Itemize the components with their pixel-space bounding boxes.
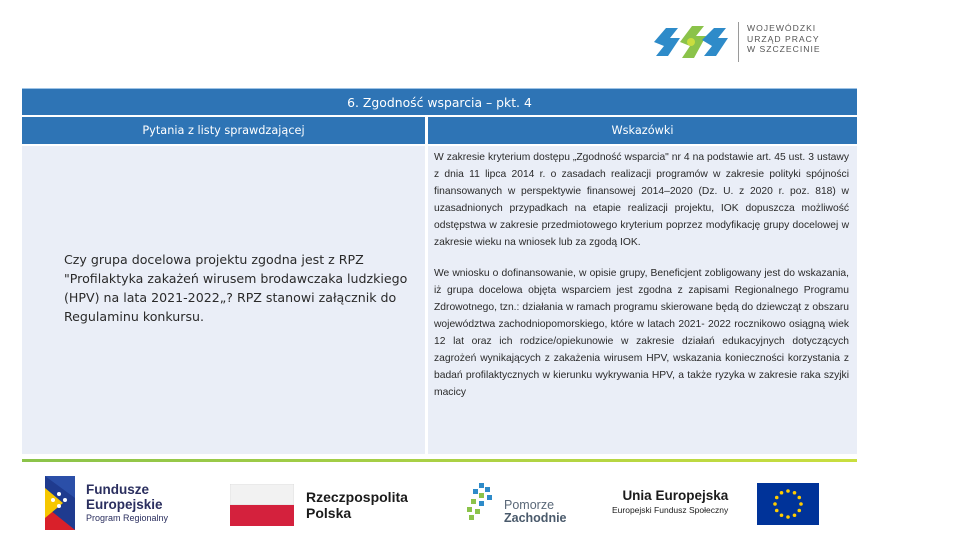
eu-star-icon — [793, 491, 797, 495]
column-header-hints: Wskazówki — [428, 117, 857, 144]
footer-divider — [22, 459, 857, 462]
ue-line: Europejski Fundusz Społeczny — [612, 505, 729, 515]
wup-logo-text — [747, 23, 821, 55]
eu-star-icon — [780, 513, 784, 517]
pomorze-zachodnie-icon — [465, 481, 499, 525]
wup-logo-line: URZĄD PRACY — [747, 33, 820, 44]
wup-logo — [650, 14, 825, 70]
polish-flag-icon — [230, 484, 294, 526]
footer-logos — [0, 466, 960, 540]
pomorze-zachodnie-text — [504, 499, 567, 525]
hints-cell — [428, 146, 857, 454]
fundusze-europejskie-icon — [45, 476, 75, 530]
fundusze-line: Program Regionalny — [86, 513, 169, 523]
polska-line: Rzeczpospolita — [306, 489, 408, 505]
pomorze-line: Pomorze — [504, 498, 555, 512]
rzeczpospolita-polska-text — [306, 489, 408, 521]
eu-star-icon — [797, 509, 801, 513]
hint-paragraph: W zakresie kryterium dostępu „Zgodność wsparcia" nr 4 na podstawie art. 45 ust. 3 ustawy z dnia 11 lipca 2014 r. o zasadach realizacji programów w zakresie polityki spójności finansowanych w perspektywie finansowej 2014–2020 (Dz. U. z 2020 r. poz. 818) w uzasadnionych przypadkach na etapie realizacji projektu, IOK dopuszcza możliwość odstępstwa w zakresie przedmiotowego kryterium poprzez modyfikację grupy docelowej w zakresie wieku na wniosek lub za zgodą IOK. — [434, 152, 849, 248]
hint-paragraph: We wniosku o dofinansowanie, w opisie grupy, Beneficjent zobligowany jest do wskazania, iż grupa docelowa objęta wsparciem jest zgodna z zapisami Regionalnego Programu Zdrowotnego, tzn.: działania w ramach programu skierowane będą do dziewcząt z obszaru województwa zachodniopomorskiego, które w latach 2021- 2022 rocznikowo osiągną wiek 12 lat oraz ich rodzice/opiekunowie w zakresie działań edukacyjnych dotyczących zagrożeń wynikających z zakażenia wirusem HPV, wskazania konieczności korzystania z badań profilaktycznych w kierunku wykrywania HPV, a także ryzyka w zakresie raka szyjki macicy — [434, 268, 849, 398]
polska-line: Polska — [306, 505, 352, 521]
eu-star-icon — [775, 496, 779, 500]
table-title: 6. Zgodność wsparcia – pkt. 4 — [22, 88, 857, 115]
question-cell — [22, 146, 425, 454]
wup-logo-line: W SZCZECINIE — [747, 44, 821, 54]
eu-star-icon — [780, 491, 784, 495]
fundusze-line: Fundusze — [86, 482, 149, 497]
ue-line: Unia Europejska — [622, 488, 729, 503]
unia-europejska-text — [612, 488, 728, 516]
eu-star-icon — [775, 509, 779, 513]
eu-flag-icon — [757, 483, 819, 525]
fundusze-europejskie-text — [86, 482, 168, 525]
eu-star-icon — [799, 502, 803, 506]
pomorze-line: Zachodnie — [504, 511, 567, 525]
eu-star-icon — [786, 515, 790, 519]
eu-star-icon — [786, 489, 790, 493]
wup-logo-divider — [738, 22, 739, 62]
eu-star-icon — [797, 496, 801, 500]
eu-star-icon — [773, 502, 777, 506]
question-text: Czy grupa docelowa projektu zgodna jest z RPZ "Profilaktyka zakażeń wirusem brodawczaka ludzkiego (HPV) na lata 2021-2022„? RPZ stanowi załącznik do Regulaminu konkursu. — [64, 252, 408, 324]
column-header-questions: Pytania z listy sprawdzającej — [22, 117, 425, 144]
wup-logo-line: WOJEWÓDZKI — [747, 23, 817, 33]
wup-logo-mark-icon — [650, 18, 730, 66]
eu-star-icon — [793, 513, 797, 517]
fundusze-line: Europejskie — [86, 497, 163, 512]
